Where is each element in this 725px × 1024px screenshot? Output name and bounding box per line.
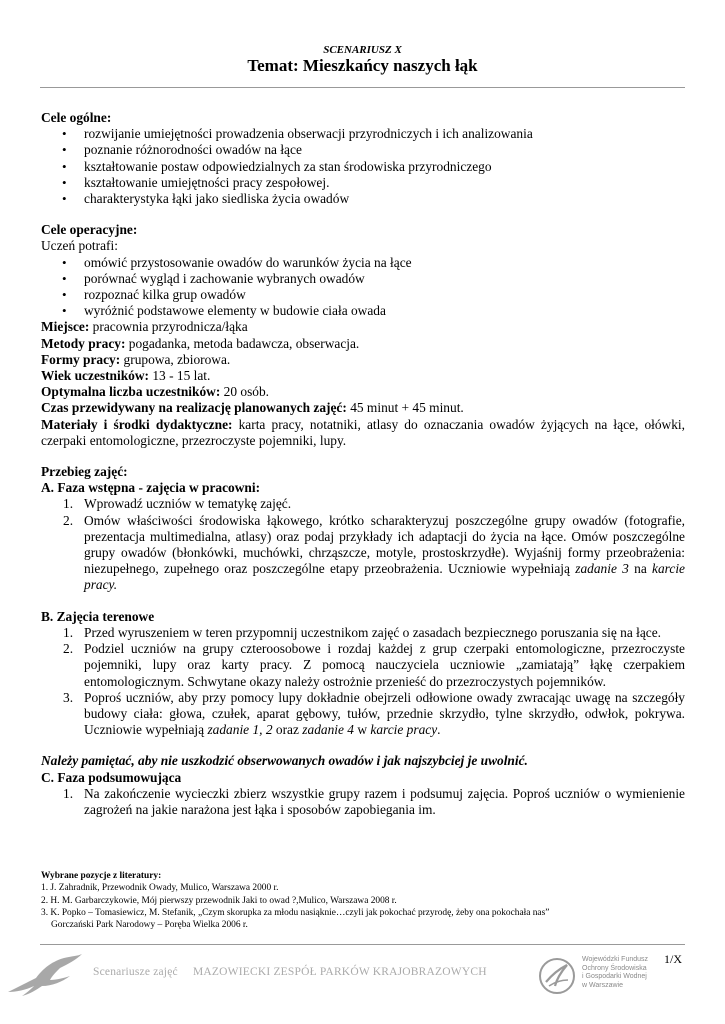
faza-a-heading: A. Faza wstępna - zajęcia w pracowni: xyxy=(41,480,261,496)
faza-c-heading: C. Faza podsumowująca xyxy=(41,769,182,785)
literature-item: 2. H. M. Garbarczykowie, Mój pierwszy przewodnik Jaki to owad ?,Mulico, Warszawa 2008 r. xyxy=(41,895,397,906)
list-item: • rozwijanie umiejętności prowadzenia obserwacji przyrodniczych i ich analizowania xyxy=(41,126,685,142)
list-item: 1. Przed wyruszeniem w teren przypomnij uczestnikom zajęć o zasadach bezpiecznego poruszania się na łące. xyxy=(63,624,662,640)
info-wiek: Wiek uczestników: 13 - 15 lat. xyxy=(41,368,211,384)
document-body xyxy=(41,110,685,818)
faza-a-list xyxy=(41,496,685,593)
list-item: 3. Poproś uczniów, aby przy pomocy lupy dokładnie obejrzeli odłowione owady zwracając uwagę na szczegóły budowy ciała: głowa, czułek, aparat gębowy, tułów, przednie skrzydło, tylne skrzydło, odwłok, pokrywa. Uczniowie wypełniają zadanie 1, 2 oraz zadanie 4 w karcie pracy. xyxy=(63,689,685,738)
info-metody: Metody pracy: pogadanka, metoda badawcza, obserwacja. xyxy=(41,335,360,351)
literature-item: 3. K. Popko – Tomasiewicz, M. Stefanik, „Czym skorupka za młodu nasiąknie…czyli jak pokochać przyrodę, żeby ona pokochała nas” xyxy=(41,907,550,918)
faza-c-list xyxy=(41,786,685,818)
list-item: 1. Wprowadź uczniów w tematykę zajęć. xyxy=(63,496,292,512)
faza-b-list xyxy=(41,625,685,738)
info-czas: Czas przewidywany na realizację planowanych zajęć: 45 minut + 45 minut. xyxy=(41,400,464,416)
list-item: 2. Omów właściwości środowiska łąkowego, krótko scharakteryzuj poszczególne grupy owadów (fotografie, prezentacja multimedialna, atlasy) oraz podaj przykłady ich adaptacji do życia na łące. Omów poszczególne grupy owadów (błonkówki, muchówki, chrząszcze, motyle, prostoskrzydłe). Wyjaśnij formy przeobrażenia: niezupełnego, zupełnego oraz poszczególne etapy przeobrażenia. Uczniowie wypełniają zadanie 3 na karcie pracy. xyxy=(63,512,685,593)
footer-series: Scenariusze zajęć xyxy=(93,966,178,978)
list-item: • porównać wygląd i zachowanie wybranych owadów xyxy=(41,271,685,287)
footer-divider xyxy=(40,944,685,945)
list-item: • wyróżnić podstawowe elementy w budowie ciała owada xyxy=(41,303,685,319)
cele-operacyjne-intro: Uczeń potrafi: xyxy=(41,238,118,254)
literature-heading: Wybrane pozycje z literatury: xyxy=(41,871,162,881)
safety-note: Należy pamiętać, aby nie uszkodzić obserwowanych owadów i jak najszybciej je uwolnić. xyxy=(41,753,528,769)
fund-logo-text: Wojewódzki Fundusz Ochrony Środowiska i Gospodarki Wodnej w Warszawie xyxy=(582,956,649,989)
przebieg-heading: Przebieg zajęć: xyxy=(41,464,128,480)
info-formy: Formy pracy: grupowa, zbiorowa. xyxy=(41,351,231,367)
list-item: 2. Podziel uczniów na grupy czteroosobowe i rozdaj każdej z grup czerpaki entomologiczne, przezroczyste pojemniki, lupy oraz karty pracy. Z pomocą nauczyciela uczniowie „zamiatają” łąkę czerpakiem entomologicznym. Schwytane okazy należy ostrożnie przenieść do przezroczystych pojemników. xyxy=(63,641,685,689)
list-item: • poznanie różnorodności owadów na łące xyxy=(41,142,685,158)
page-number: 1/X xyxy=(664,952,682,966)
cele-operacyjne-list xyxy=(41,255,685,320)
faza-b-heading: B. Zajęcia terenowe xyxy=(41,608,155,624)
list-item: • charakterystyka łąki jako siedliska życia owadów xyxy=(41,191,685,207)
wfosigw-emblem-icon xyxy=(537,956,577,996)
literature-section xyxy=(41,870,686,931)
footer-organization: MAZOWIECKI ZESPÓŁ PARKÓW KRAJOBRAZOWYCH xyxy=(193,966,487,978)
list-item: • omówić przystosowanie owadów do warunków życia na łące xyxy=(41,255,685,271)
info-miejsce: Miejsce: pracownia przyrodnicza/łąka xyxy=(41,319,248,335)
cele-operacyjne-heading: Cele operacyjne: xyxy=(41,222,138,238)
header-divider xyxy=(40,87,685,88)
list-item: • kształtowanie postaw odpowiedzialnych za stan środowiska przyrodniczego xyxy=(41,159,685,175)
cele-ogolne-heading: Cele ogólne: xyxy=(41,110,112,125)
cele-ogolne-list xyxy=(41,126,685,207)
literature-item: 1. J. Zahradnik, Przewodnik Owady, Mulico, Warszawa 2000 r. xyxy=(41,883,279,894)
info-materialy: Materiały i środki dydaktyczne: karta pracy, notatniki, atlasy do oznaczania owadów żyjących na łące, ołówki, czerpaki entomologiczne, przezroczyste pojemniki, lupy. xyxy=(41,416,685,448)
literature-item: Gorczański Park Narodowy – Poręba Wielka 2006 r. xyxy=(51,920,248,931)
scenario-number: SCENARIUSZ X xyxy=(323,44,402,56)
page-title: Temat: Mieszkańcy naszych łąk xyxy=(247,56,478,75)
info-liczba: Optymalna liczba uczestników: 20 osób. xyxy=(41,384,270,400)
list-item: • kształtowanie umiejętności pracy zespołowej. xyxy=(41,175,685,191)
list-item: 1. Na zakończenie wycieczki zbierz wszystkie grupy razem i podsumuj zajęcia. Poproś uczniów o wymienienie zagrożeń na jakie narażona jest łąka i sposobów zapobiegania im. xyxy=(63,785,685,817)
list-item: • rozpoznać kilka grup owadów xyxy=(41,287,685,303)
bird-logo-icon xyxy=(6,952,84,998)
